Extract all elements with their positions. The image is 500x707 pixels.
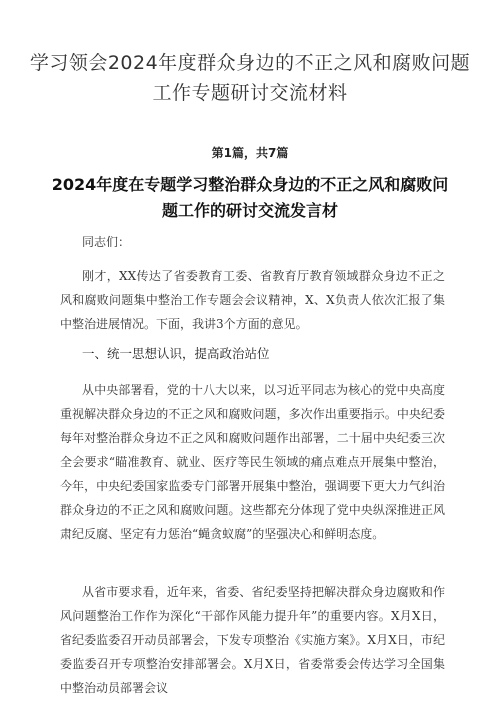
speech-title-line2: 题工作的研讨交流发言材 xyxy=(161,201,338,220)
paragraph-1: 刚才，XX传达了省委教育工委、省教育厅教育领域群众身边不正之风和腐败问题集中整治工作专题会会议精神，X、X负责人依次汇报了集中整治进展情况。下面，我讲3个方面的意见。 xyxy=(60,269,445,331)
paragraph-2: 从中央部署看，党的十八大以来，以习近平同志为核心的党中央高度重视解决群众身边的不正之风和腐败问题，多次作出重要指示。中央纪委每年对整治群众身边不正之风和腐败问题作出部署，二十届中央纪委三次全会要求“瞄准教育、就业、医疗等民生领域的痛点难点开展集中整治，今年，中央纪委国家监委专门部署开展集中整治，强调要下更大力气纠治群众身边的不正之风和腐败问题。这些都充分体现了党中央纵深推进正风肃纪反腐、坚定有力惩治“蝇贪蚁腐”的坚强决心和鲜明态度。 xyxy=(60,383,445,541)
document-title-line1: 学习领会2024年度群众身边的不正之风和腐败问题 xyxy=(29,52,471,74)
document-title-line2: 工作专题研讨交流材料 xyxy=(152,82,348,104)
salutation: 同志们： xyxy=(82,235,131,249)
section-heading-1: 一、统一思想认识，提高政治站位 xyxy=(82,346,270,361)
page-indicator: 第1篇，共7篇 xyxy=(211,146,289,160)
paragraph-3: 从省市要求看，近年来，省委、省纪委坚持把解决群众身边腐败和作风问题整治工作作为深化“干部作风能力提升年”的重要内容。X月X日，省纪委监委召开动员部署会，下发专项整治《实施方案》。X月X日，市纪委监委召开专项整治安排部署会。X月X日，省委常委会传达学习全国集中整治动员部署会议 xyxy=(60,585,445,695)
speech-title-line1: 2024年度在专题学习整治群众身边的不正之风和腐败问 xyxy=(51,175,449,194)
